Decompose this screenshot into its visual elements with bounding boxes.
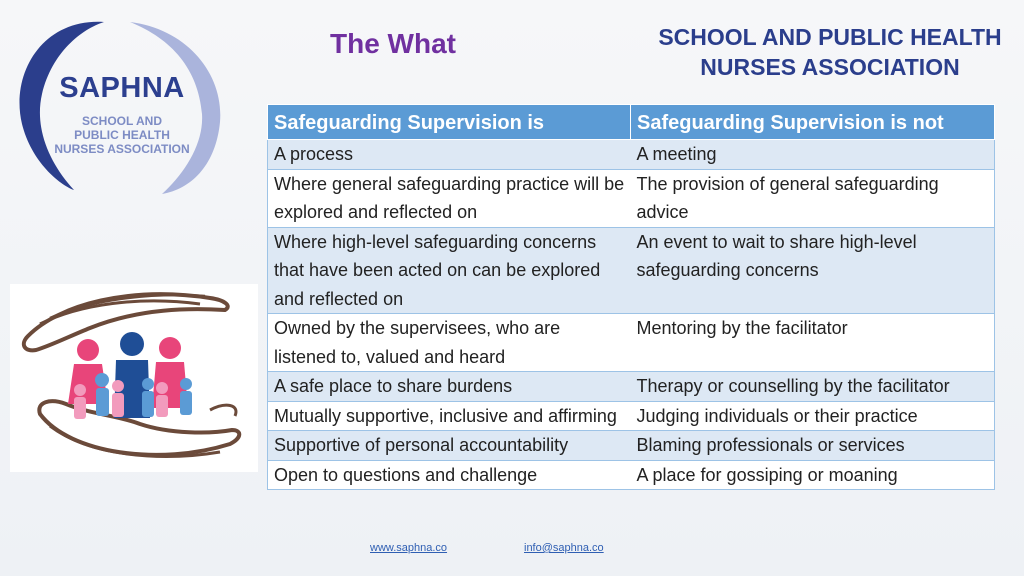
table-cell: An event to wait to share high-level safeguarding concerns — [631, 227, 995, 314]
table-cell: Supportive of personal accountability — [268, 431, 631, 461]
table-cell: Owned by the supervisees, who are listened to, valued and heard — [268, 314, 631, 372]
table-cell: A meeting — [631, 140, 995, 170]
family-in-hands-icon — [10, 284, 258, 472]
table-cell: The provision of general safeguarding advice — [631, 169, 995, 227]
table-cell: Where general safeguarding practice will be explored and reflected on — [268, 169, 631, 227]
org-header — [640, 22, 1020, 82]
family-in-hands-illustration — [10, 284, 258, 472]
table-cell: A safe place to share burdens — [268, 372, 631, 402]
org-header-line: SCHOOL AND PUBLIC HEALTH — [658, 24, 1002, 50]
org-header-line: NURSES ASSOCIATION — [700, 54, 960, 80]
column-header-is-not: Safeguarding Supervision is not — [631, 105, 995, 140]
table-cell: Mutually supportive, inclusive and affirming — [268, 401, 631, 431]
logo-name: SAPHNA — [59, 72, 185, 104]
table-row — [268, 460, 995, 490]
table-row — [268, 169, 995, 227]
logo-sub-line: NURSES ASSOCIATION — [54, 142, 190, 156]
table-cell: Open to questions and challenge — [268, 460, 631, 490]
table-row — [268, 401, 995, 431]
table-cell: Therapy or counselling by the facilitator — [631, 372, 995, 402]
table-row — [268, 372, 995, 402]
table-header-row — [268, 105, 995, 140]
website-link[interactable]: www.saphna.co — [370, 542, 448, 554]
table-row — [268, 227, 995, 314]
table-cell: Where high-level safeguarding concerns that have been acted on can be explored and reflected on — [268, 227, 631, 314]
table-row — [268, 140, 995, 170]
table-cell: A place for gossiping or moaning — [631, 460, 995, 490]
table-cell: Blaming professionals or services — [631, 431, 995, 461]
table-cell: Mentoring by the facilitator — [631, 314, 995, 372]
table-cell: Judging individuals or their practice — [631, 401, 995, 431]
column-header-is: Safeguarding Supervision is — [268, 105, 631, 140]
logo-sub-line: PUBLIC HEALTH — [74, 128, 170, 142]
table-row — [268, 314, 995, 372]
email-link[interactable]: info@saphna.co — [524, 542, 604, 554]
table-cell: A process — [268, 140, 631, 170]
logo-sub-line: SCHOOL AND — [81, 114, 162, 128]
table-row — [268, 431, 995, 461]
slide-title: The What — [330, 28, 456, 59]
logo-ring-icon — [12, 14, 232, 199]
saphna-logo — [12, 14, 232, 199]
supervision-comparison-table — [267, 104, 995, 490]
logo-subtitle — [50, 114, 194, 156]
